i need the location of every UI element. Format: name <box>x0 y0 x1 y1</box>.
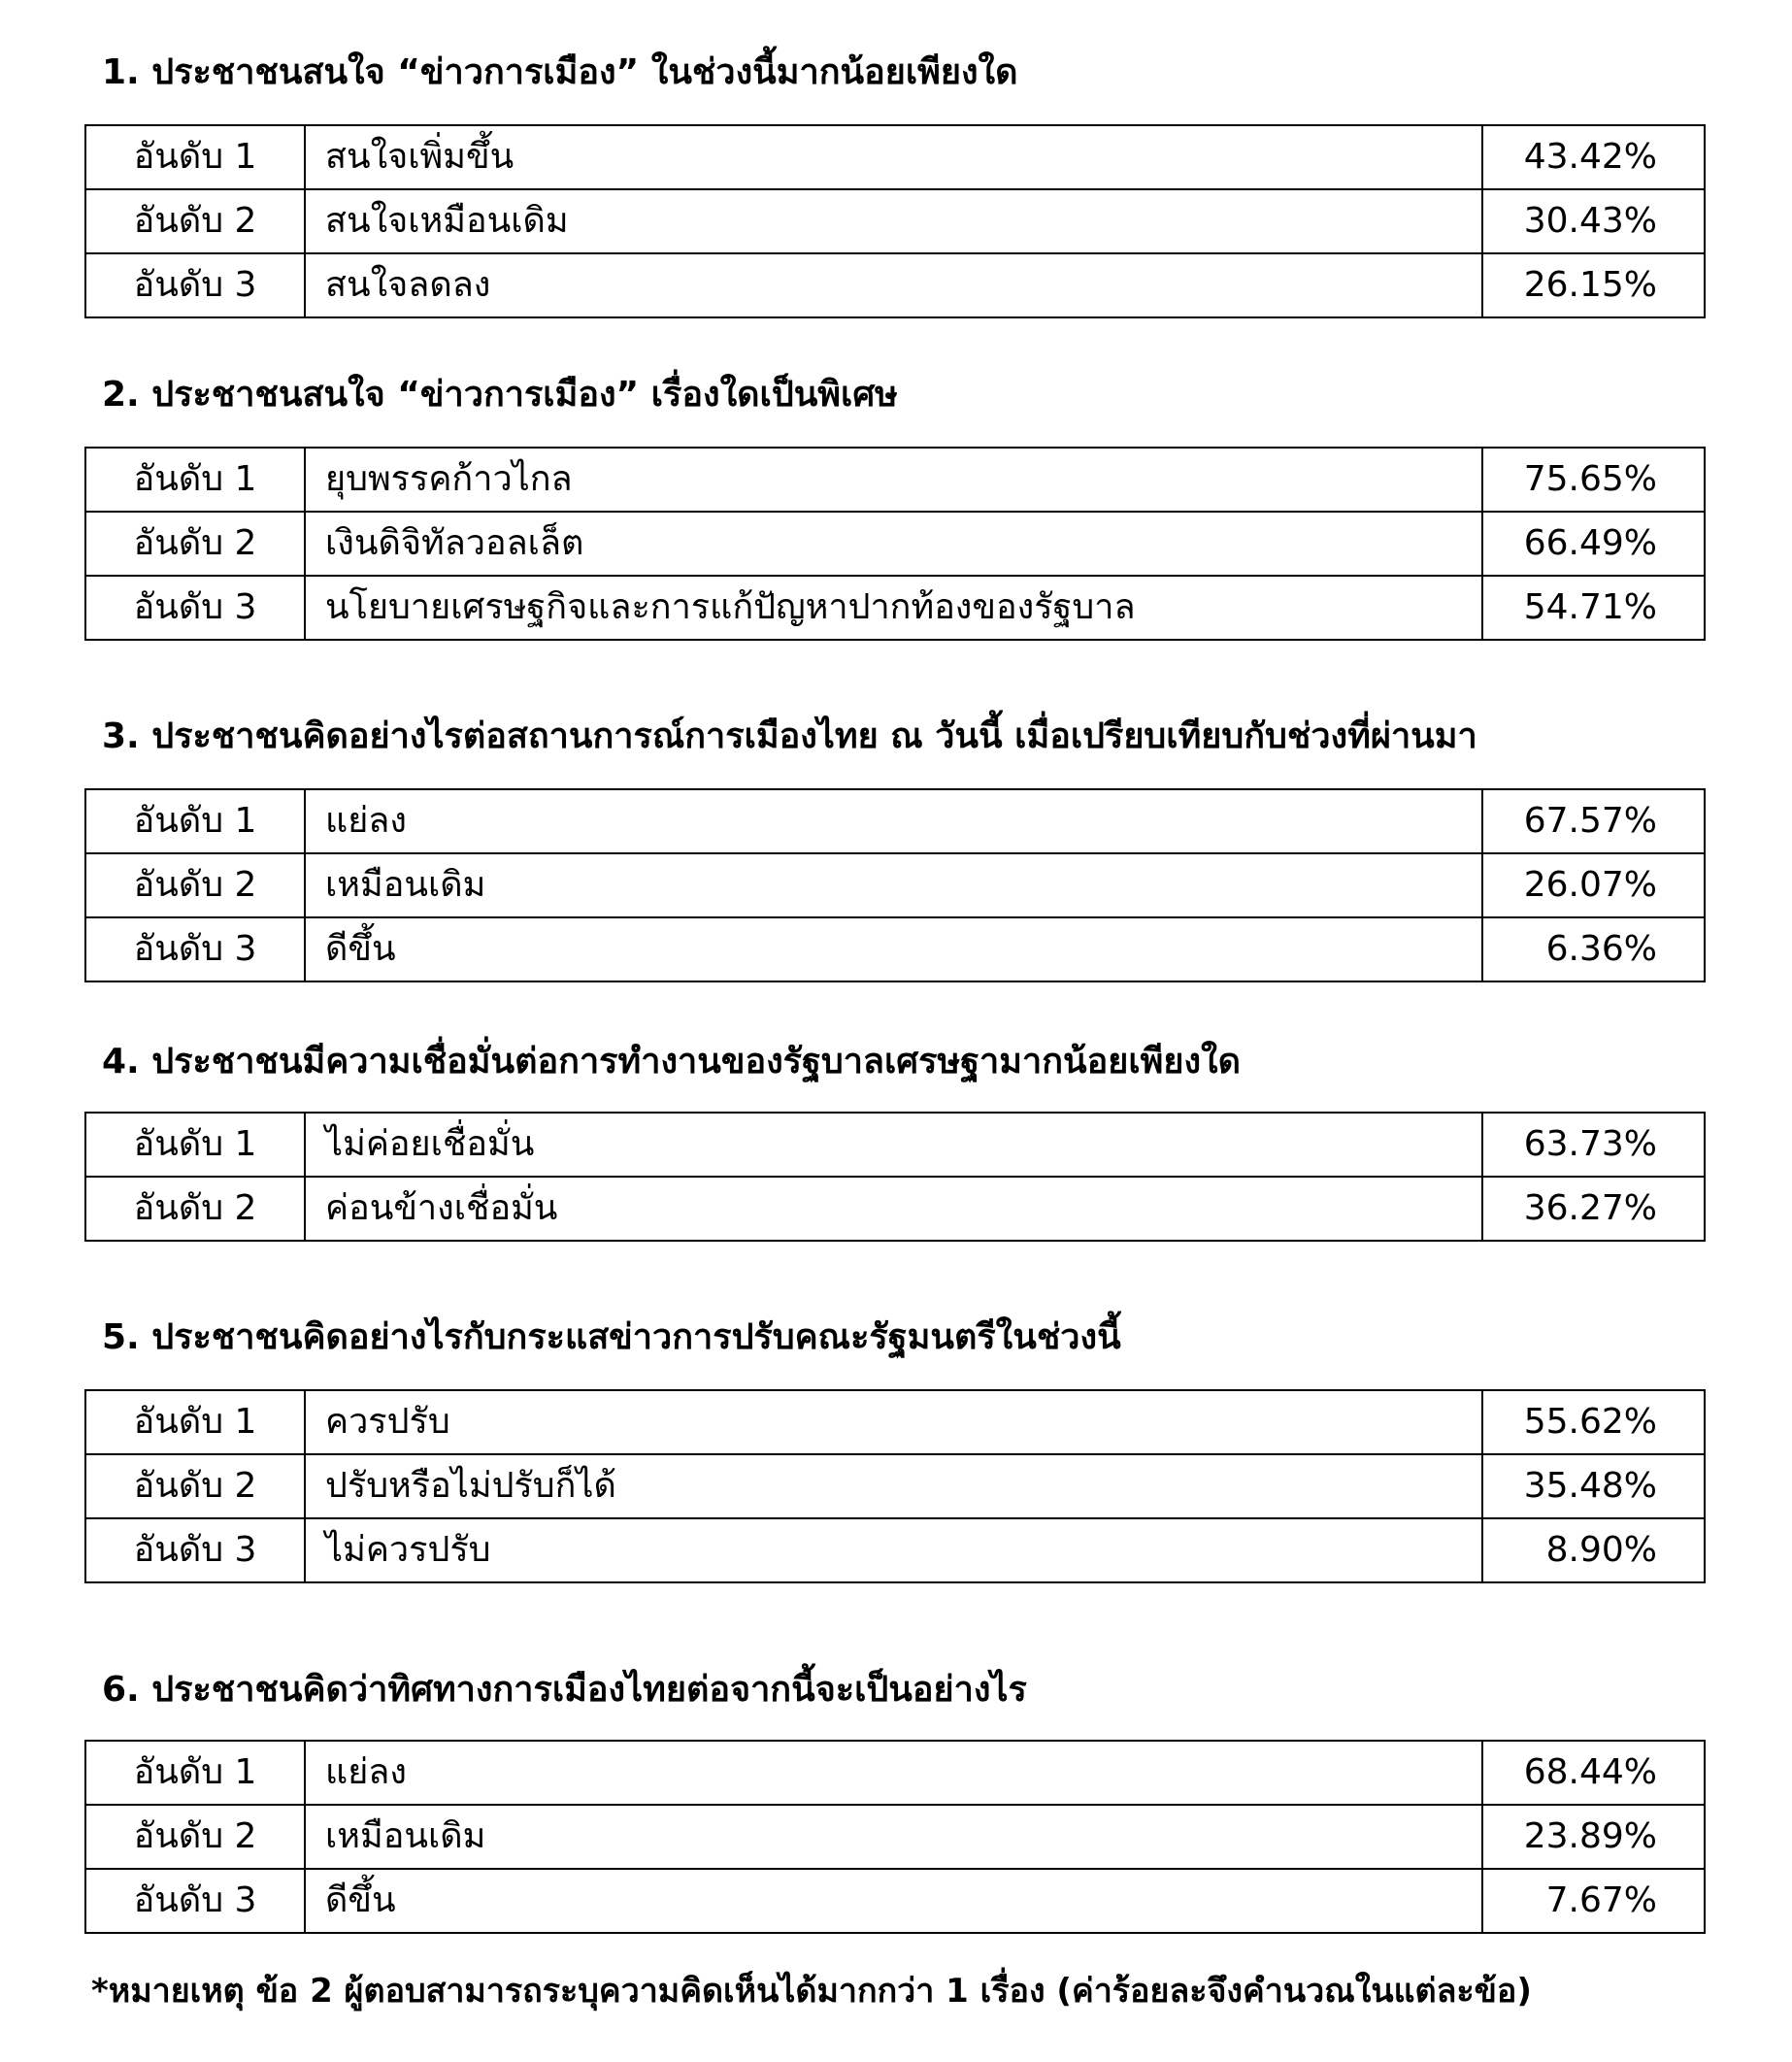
rank-cell: อันดับ 3 <box>85 1869 305 1933</box>
rank-cell: อันดับ 2 <box>85 1454 305 1518</box>
section-2-title: 2. ประชาชนสนใจ “ข่าวการเมือง” เรื่องใดเป็นพิเศษ <box>102 375 898 415</box>
table-row <box>85 1518 1705 1582</box>
table-row <box>85 1741 1705 1805</box>
section-1-table <box>84 124 1706 318</box>
answer-cell: นโยบายเศรษฐกิจและการแก้ปัญหาปากท้องของรัฐบาล <box>305 576 1482 640</box>
section-6-table <box>84 1740 1706 1934</box>
table-row <box>85 917 1705 981</box>
percent-cell: 35.48% <box>1482 1454 1705 1518</box>
percent-cell: 8.90% <box>1482 1518 1705 1582</box>
table-row <box>85 189 1705 253</box>
rank-cell: อันดับ 2 <box>85 512 305 576</box>
percent-cell: 54.71% <box>1482 576 1705 640</box>
percent-cell: 36.27% <box>1482 1177 1705 1241</box>
section-6-title: 6. ประชาชนคิดว่าทิศทางการเมืองไทยต่อจากนี้จะเป็นอย่างไร <box>102 1670 1027 1710</box>
section-4-table <box>84 1112 1706 1242</box>
percent-cell: 43.42% <box>1482 125 1705 189</box>
answer-cell: ดีขึ้น <box>305 1869 1482 1933</box>
answer-cell: สนใจเหมือนเดิม <box>305 189 1482 253</box>
answer-cell: เงินดิจิทัลวอลเล็ต <box>305 512 1482 576</box>
rank-cell: อันดับ 3 <box>85 917 305 981</box>
section-5-table <box>84 1389 1706 1583</box>
table-row <box>85 1805 1705 1869</box>
answer-cell: เหมือนเดิม <box>305 1805 1482 1869</box>
table-row <box>85 1177 1705 1241</box>
rank-cell: อันดับ 1 <box>85 1741 305 1805</box>
table-row <box>85 253 1705 317</box>
answer-cell: สนใจลดลง <box>305 253 1482 317</box>
percent-cell: 7.67% <box>1482 1869 1705 1933</box>
percent-cell: 23.89% <box>1482 1805 1705 1869</box>
section-1-title: 1. ประชาชนสนใจ “ข่าวการเมือง” ในช่วงนี้มากน้อยเพียงใด <box>102 52 1018 92</box>
percent-cell: 66.49% <box>1482 512 1705 576</box>
section-5-title: 5. ประชาชนคิดอย่างไรกับกระแสข่าวการปรับคณะรัฐมนตรีในช่วงนี้ <box>102 1317 1121 1357</box>
rank-cell: อันดับ 2 <box>85 1805 305 1869</box>
table-row <box>85 1390 1705 1454</box>
rank-cell: อันดับ 1 <box>85 1390 305 1454</box>
answer-cell: แย่ลง <box>305 1741 1482 1805</box>
rank-cell: อันดับ 1 <box>85 1113 305 1177</box>
answer-cell: สนใจเพิ่มขึ้น <box>305 125 1482 189</box>
table-row <box>85 1113 1705 1177</box>
percent-cell: 68.44% <box>1482 1741 1705 1805</box>
rank-cell: อันดับ 2 <box>85 1177 305 1241</box>
rank-cell: อันดับ 1 <box>85 789 305 853</box>
rank-cell: อันดับ 3 <box>85 576 305 640</box>
rank-cell: อันดับ 2 <box>85 853 305 917</box>
footnote: *หมายเหตุ ข้อ 2 ผู้ตอบสามารถระบุความคิดเห็นได้มากกว่า 1 เรื่อง (ค่าร้อยละจึงคำนวณในแต่ละข้อ) <box>91 1972 1532 2011</box>
percent-cell: 26.15% <box>1482 253 1705 317</box>
answer-cell: ไม่ควรปรับ <box>305 1518 1482 1582</box>
table-row <box>85 125 1705 189</box>
rank-cell: อันดับ 2 <box>85 189 305 253</box>
percent-cell: 55.62% <box>1482 1390 1705 1454</box>
table-row <box>85 576 1705 640</box>
answer-cell: ควรปรับ <box>305 1390 1482 1454</box>
percent-cell: 6.36% <box>1482 917 1705 981</box>
answer-cell: ค่อนข้างเชื่อมั่น <box>305 1177 1482 1241</box>
rank-cell: อันดับ 1 <box>85 125 305 189</box>
table-row <box>85 853 1705 917</box>
percent-cell: 30.43% <box>1482 189 1705 253</box>
table-row <box>85 1454 1705 1518</box>
answer-cell: ยุบพรรคก้าวไกล <box>305 448 1482 512</box>
section-3-table <box>84 788 1706 982</box>
table-row <box>85 789 1705 853</box>
answer-cell: แย่ลง <box>305 789 1482 853</box>
table-row <box>85 512 1705 576</box>
table-row <box>85 1869 1705 1933</box>
percent-cell: 67.57% <box>1482 789 1705 853</box>
section-2-table <box>84 447 1706 641</box>
percent-cell: 75.65% <box>1482 448 1705 512</box>
section-3-title: 3. ประชาชนคิดอย่างไรต่อสถานการณ์การเมืองไทย ณ วันนี้ เมื่อเปรียบเทียบกับช่วงที่ผ่านมา <box>102 716 1477 756</box>
rank-cell: อันดับ 1 <box>85 448 305 512</box>
percent-cell: 63.73% <box>1482 1113 1705 1177</box>
answer-cell: ปรับหรือไม่ปรับก็ได้ <box>305 1454 1482 1518</box>
answer-cell: ไม่ค่อยเชื่อมั่น <box>305 1113 1482 1177</box>
rank-cell: อันดับ 3 <box>85 253 305 317</box>
rank-cell: อันดับ 3 <box>85 1518 305 1582</box>
answer-cell: เหมือนเดิม <box>305 853 1482 917</box>
answer-cell: ดีขึ้น <box>305 917 1482 981</box>
table-row <box>85 448 1705 512</box>
section-4-title: 4. ประชาชนมีความเชื่อมั่นต่อการทำงานของรัฐบาลเศรษฐามากน้อยเพียงใด <box>102 1042 1242 1081</box>
percent-cell: 26.07% <box>1482 853 1705 917</box>
